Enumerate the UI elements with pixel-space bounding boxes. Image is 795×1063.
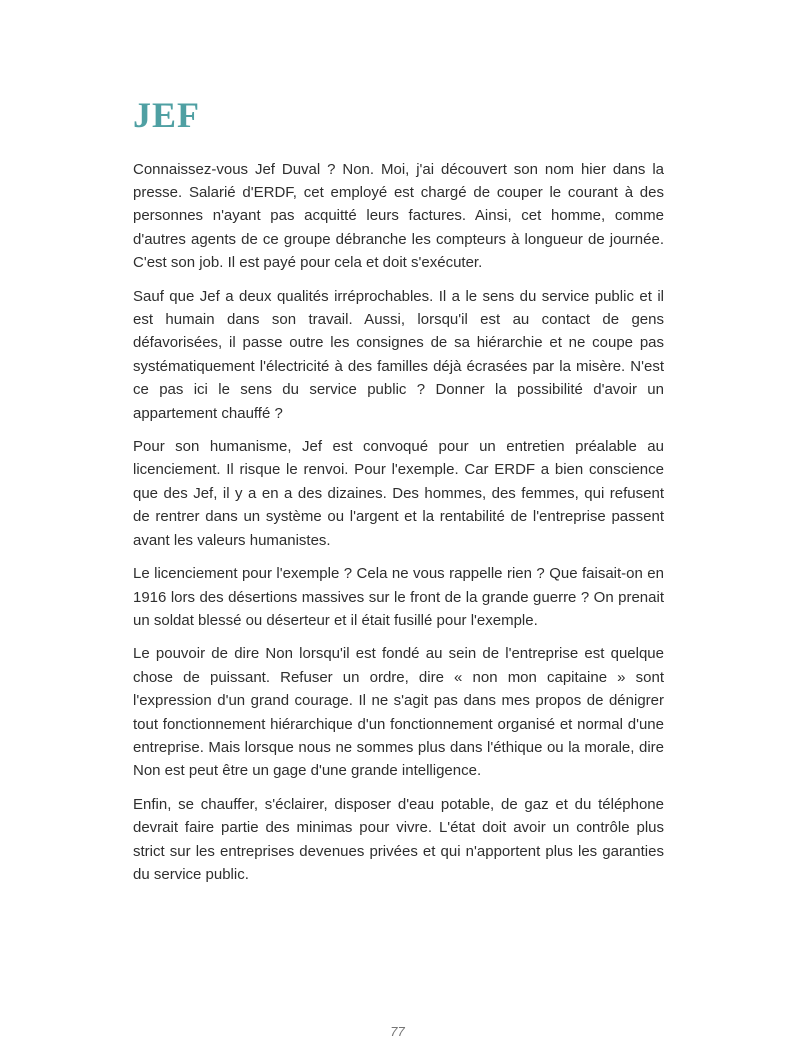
paragraph-3: Pour son humanisme, Jef est convoqué pour un entretien préalable au licenciement. Il risque le renvoi. Pour l'exemple. Car ERDF a bien conscience que des Jef, il y a en a des dizaines. Des hommes, des femmes, qui refusent de rentrer dans un système ou l'argent et la rentabilité de l'entreprise passent avant les valeurs humanistes.	[133, 438, 664, 549]
page-title: JEF	[133, 95, 201, 135]
paragraph-5: Le pouvoir de dire Non lorsqu'il est fondé au sein de l'entreprise est quelque chose de puissant. Refuser un ordre, dire « non mon capitaine » sont l'expression d'un grand courage. Il ne s'agit pas dans mes propos de dénigrer tout fonctionnement hiérarchique d'un fonctionnement organisé et normal d'une entreprise. Mais lorsque nous ne sommes plus dans l'éthique ou la morale, dire Non est peut être un gage d'une grande intelligence.	[133, 645, 664, 780]
paragraph-1: Connaissez-vous Jef Duval ? Non. Moi, j'ai découvert son nom hier dans la presse. Salarié d'ERDF, cet employé est chargé de couper le courant à des personnes n'ayant pas acquitté leurs factures. Ainsi, cet homme, comme d'autres agents de ce groupe débranche les compteurs à longueur de journée. C'est son job. Il est payé pour cela et doit s'exécuter.	[133, 160, 664, 272]
paragraph-6: Enfin, se chauffer, s'éclairer, disposer d'eau potable, de gaz et du téléphone devrait faire partie des minimas pour vivre. L'état doit avoir un contrôle plus strict sur les entreprises devenues privées et qui n'apportent plus les garanties du service public.	[133, 795, 664, 883]
paragraph-4: Le licenciement pour l'exemple ? Cela ne vous rappelle rien ? Que faisait-on en 1916 lors des désertions massives sur le front de la grande guerre ? On prenait un soldat blessé ou déserteur et il était fusillé pour l'exemple.	[133, 565, 664, 629]
paragraph-2: Sauf que Jef a deux qualités irréprochables. Il a le sens du service public et il est humain dans son travail. Aussi, lorsqu'il est au contact de gens défavorisées, il passe outre les consignes de sa hiérarchie et ne coupe pas systématiquement l'électricité à des familles déjà écrasées par la misère. N'est ce pas ici le sens du service public ? Donner la possibilité d'avoir un appartement chauffé ?	[133, 287, 664, 422]
page-number: 77	[390, 1024, 405, 1039]
page-content	[133, 96, 664, 896]
